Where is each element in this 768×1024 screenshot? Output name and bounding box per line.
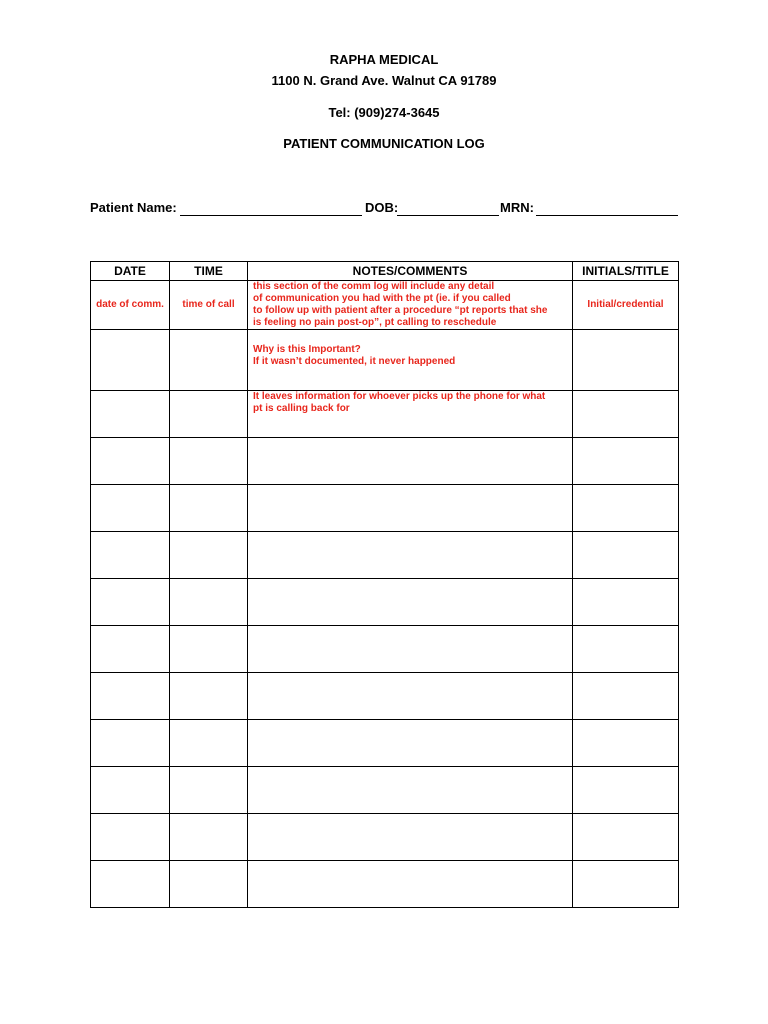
notes-cell[interactable] <box>248 330 573 391</box>
example-time-cell[interactable] <box>170 281 248 330</box>
time-cell[interactable] <box>170 485 248 532</box>
table-row <box>91 330 679 391</box>
notes-cell[interactable] <box>248 391 573 438</box>
date-cell[interactable] <box>91 673 170 720</box>
notes-cell[interactable] <box>248 814 573 861</box>
table-row <box>91 485 679 532</box>
time-cell[interactable] <box>170 391 248 438</box>
notes-cell[interactable] <box>248 485 573 532</box>
org-phone: Tel: (909)274-3645 <box>328 105 440 120</box>
time-cell[interactable] <box>170 861 248 908</box>
example-note-line: is feeling no pain post-op”, pt calling to reschedule <box>253 317 497 328</box>
dob-field[interactable] <box>397 215 499 216</box>
header-initials: INITIALS/TITLE <box>573 262 679 281</box>
time-cell[interactable] <box>170 673 248 720</box>
time-cell[interactable] <box>170 767 248 814</box>
notes-cell[interactable] <box>248 673 573 720</box>
table-row <box>91 579 679 626</box>
date-cell[interactable] <box>91 391 170 438</box>
example-notes-cell[interactable] <box>248 281 573 330</box>
org-name: RAPHA MEDICAL <box>329 52 439 67</box>
notes-cell[interactable] <box>248 626 573 673</box>
notes-cell[interactable] <box>248 532 573 579</box>
header-notes: NOTES/COMMENTS <box>248 262 573 281</box>
notes-cell[interactable] <box>248 861 573 908</box>
header-time: TIME <box>170 262 248 281</box>
patient-name-label: Patient Name: <box>90 200 177 215</box>
time-cell[interactable] <box>170 720 248 767</box>
date-cell[interactable] <box>91 485 170 532</box>
patient-name-field[interactable] <box>180 215 362 216</box>
date-cell[interactable] <box>91 861 170 908</box>
table-header-row <box>91 262 679 281</box>
table-row <box>91 626 679 673</box>
example-initials-cell[interactable] <box>573 281 679 330</box>
time-cell[interactable] <box>170 438 248 485</box>
date-cell[interactable] <box>91 720 170 767</box>
initials-cell[interactable] <box>573 861 679 908</box>
initials-cell[interactable] <box>573 579 679 626</box>
mrn-label: MRN: <box>500 200 534 215</box>
initials-cell[interactable] <box>573 391 679 438</box>
date-cell[interactable] <box>91 330 170 391</box>
date-cell[interactable] <box>91 438 170 485</box>
initials-cell[interactable] <box>573 626 679 673</box>
notes-cell[interactable] <box>248 767 573 814</box>
example-date-text: date of comm. <box>96 299 164 310</box>
initials-cell[interactable] <box>573 485 679 532</box>
why-line: If it wasn’t documented, it never happened <box>253 356 456 367</box>
initials-cell[interactable] <box>573 814 679 861</box>
table-row <box>91 673 679 720</box>
dob-label: DOB: <box>365 200 399 215</box>
initials-cell[interactable] <box>573 767 679 814</box>
initials-cell[interactable] <box>573 330 679 391</box>
date-cell[interactable] <box>91 532 170 579</box>
table-row <box>91 391 679 438</box>
date-cell[interactable] <box>91 814 170 861</box>
initials-cell[interactable] <box>573 673 679 720</box>
table-row <box>91 438 679 485</box>
initials-cell[interactable] <box>573 720 679 767</box>
time-cell[interactable] <box>170 579 248 626</box>
example-note-line: this section of the comm log will include any detail <box>253 281 495 292</box>
page-title: PATIENT COMMUNICATION LOG <box>283 136 485 151</box>
table-row <box>91 720 679 767</box>
time-cell[interactable] <box>170 330 248 391</box>
example-initials-text: Initial/credential <box>587 299 664 310</box>
example-date-cell[interactable] <box>91 281 170 330</box>
date-cell[interactable] <box>91 579 170 626</box>
table-row <box>91 532 679 579</box>
why-line: pt is calling back for <box>253 403 350 414</box>
why-line: Why is this Important? <box>253 344 361 355</box>
table-row <box>91 281 679 330</box>
table-row <box>91 814 679 861</box>
communication-log-table <box>90 261 679 908</box>
notes-cell[interactable] <box>248 438 573 485</box>
example-note-line: to follow up with patient after a procedure “pt reports that she <box>253 305 548 316</box>
time-cell[interactable] <box>170 626 248 673</box>
mrn-field[interactable] <box>536 215 678 216</box>
date-cell[interactable] <box>91 767 170 814</box>
initials-cell[interactable] <box>573 438 679 485</box>
patient-info-line <box>90 200 680 220</box>
table-row <box>91 861 679 908</box>
time-cell[interactable] <box>170 532 248 579</box>
notes-cell[interactable] <box>248 579 573 626</box>
example-note-line: of communication you had with the pt (ie. if you called <box>253 293 511 304</box>
date-cell[interactable] <box>91 626 170 673</box>
notes-cell[interactable] <box>248 720 573 767</box>
example-time-text: time of call <box>182 299 235 310</box>
table-row <box>91 767 679 814</box>
why-line: It leaves information for whoever picks up the phone for what <box>253 391 546 402</box>
org-address: 1100 N. Grand Ave. Walnut CA 91789 <box>271 73 497 88</box>
time-cell[interactable] <box>170 814 248 861</box>
initials-cell[interactable] <box>573 532 679 579</box>
header-date: DATE <box>91 262 170 281</box>
